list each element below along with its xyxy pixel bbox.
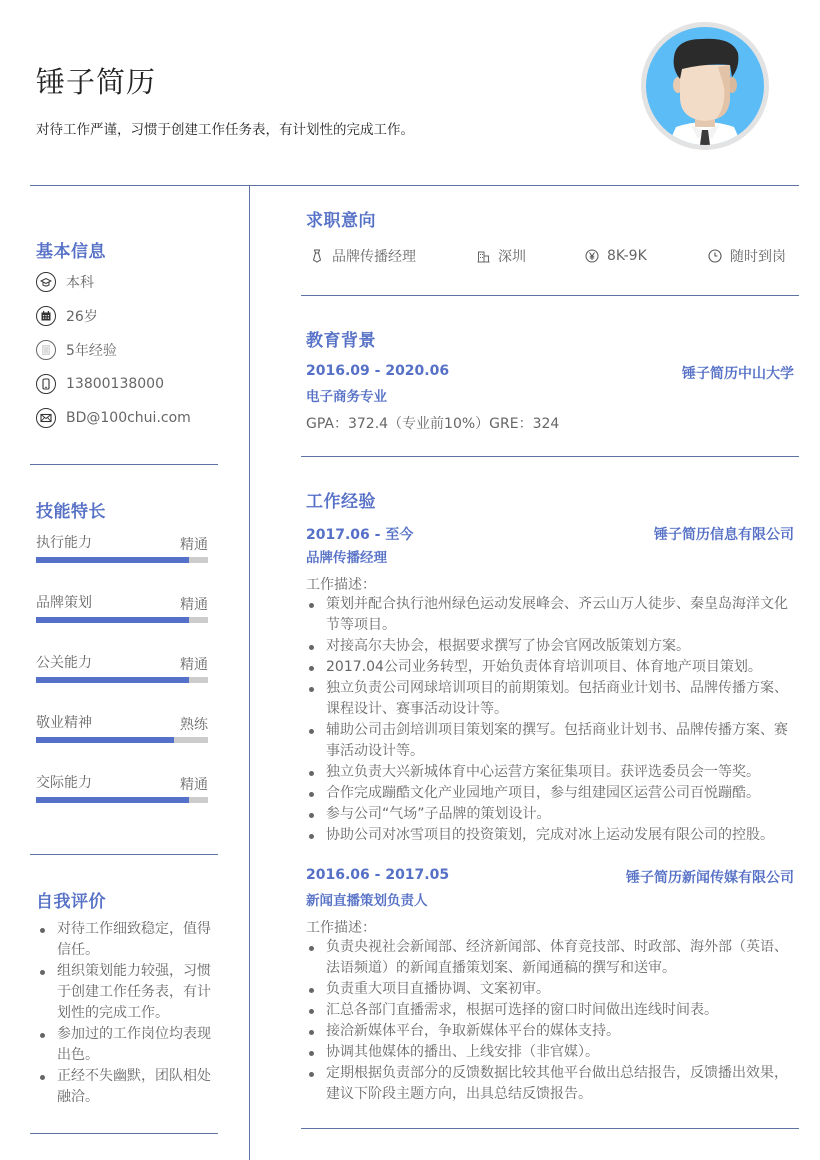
info-education [36,271,94,293]
job-desc-label: 工作描述： [306,920,376,936]
avatar-person-icon [646,27,764,145]
info-email-text: BD@100chui.com [66,410,191,426]
calendar-icon [36,306,56,326]
sidebar-divider [30,854,218,855]
work-title: 工作经验 [306,492,376,512]
education-school: 锤子简历中山大学 [682,366,794,382]
header-divider [30,185,799,186]
list-item: 参加过的工作岗位均表现出色。 [36,1024,216,1066]
job-period: 2016.06 - 2017.05 [306,867,450,883]
list-item: 策划并配合执行池州绿色运动发展峰会、齐云山万人徒步、秦皇岛海洋文化节等项目。 [306,594,796,636]
info-phone-text: 13800138000 [66,376,164,392]
education-title: 教育背景 [306,331,376,351]
skill-item [36,652,208,674]
list-item: 2017.04公司业务转型，开始负责体育培训项目、体育地产项目策划。 [306,657,796,678]
skill-name: 交际能力 [36,775,92,791]
info-experience [36,339,117,361]
skill-name: 公关能力 [36,655,92,671]
avatar [641,22,769,150]
skill-name: 品牌策划 [36,595,92,611]
skill-item [36,712,208,734]
education-detail: GPA：372.4（专业前10%）GRE：324 [306,416,560,432]
mail-icon [36,408,56,428]
job-duties-list [306,937,796,1105]
job-company: 锤子简历新闻传媒有限公司 [626,870,794,886]
list-item: 负责央视社会新闻部、经济新闻部、体育竞技部、时政部、海外部（英语、法语频道）的新闻直播策划案、新闻通稿的撰写和送审。 [306,937,796,979]
intent-salary [585,246,647,266]
skill-item [36,532,208,554]
yen-icon [585,249,599,263]
info-education-text: 本科 [66,275,94,291]
skill-item [36,772,208,794]
main-divider [301,456,799,457]
list-item: 合作完成蹦酷文化产业园地产项目，参与组建园区运营公司百悦蹦酷。 [306,783,796,804]
tie-icon [310,249,324,263]
job-position: 新闻直播策划负责人 [306,893,428,909]
info-age-text: 26岁 [66,309,98,325]
skill-name: 敬业精神 [36,715,92,731]
education-period: 2016.09 - 2020.06 [306,363,450,379]
list-item: 独立负责公司网球培训项目的前期策划。包括商业计划书、品牌传播方案、课程设计、赛事活动设计等。 [306,678,796,720]
list-item: 独立负责大兴新城体育中心运营方案征集项目。获评选委员会一等奖。 [306,762,796,783]
skill-bar [36,737,208,743]
skill-bar [36,617,208,623]
resume-name: 锤子简历 [36,65,157,99]
list-item: 接洽新媒体平台，争取新媒体平台的媒体支持。 [306,1021,796,1042]
skill-level: 熟练 [180,717,208,733]
list-item: 辅助公司击剑培训项目策划案的撰写。包括商业计划书、品牌传播方案、赛事活动设计等。 [306,720,796,762]
main-divider [301,1128,799,1129]
job-company: 锤子简历信息有限公司 [654,527,794,543]
building-icon [476,249,490,263]
list-item: 协调其他媒体的播出、上线安排（非官媒）。 [306,1042,796,1063]
clock-icon [708,249,722,263]
graduation-cap-icon [36,272,56,292]
skill-item [36,592,208,614]
notebook-icon [36,340,56,360]
skill-level: 精通 [180,657,208,673]
intent-availability [708,246,786,266]
skill-level: 精通 [180,597,208,613]
skill-bar [36,557,208,563]
skill-bar-fill [36,737,174,743]
skill-level: 精通 [180,537,208,553]
resume-motto: 对待工作严谨，习惯于创建工作任务表，有计划性的完成工作。 [36,122,414,138]
list-item: 协助公司对冰雪项目的投资策划，完成对冰上运动发展有限公司的控股。 [306,825,796,846]
list-item: 对待工作细致稳定，值得信任。 [36,919,216,961]
sidebar-divider [30,464,218,465]
self-eval-title: 自我评价 [36,892,106,912]
skill-bar-fill [36,677,189,683]
list-item: 正经不失幽默，团队相处融洽。 [36,1066,216,1108]
sidebar-divider [30,1133,218,1134]
skill-bar [36,797,208,803]
list-item: 参与公司“气场”子品牌的策划设计。 [306,804,796,825]
intent-city [476,246,526,266]
skill-bar-fill [36,797,189,803]
column-divider [249,185,250,1160]
education-major: 电子商务专业 [306,389,387,405]
intent-city-text: 深圳 [498,249,526,265]
info-email [36,407,191,429]
job-position: 品牌传播经理 [306,550,387,566]
list-item: 汇总各部门直播需求，根据可选择的窗口时间做出连线时间表。 [306,1000,796,1021]
list-item: 负责重大项目直播协调、文案初审。 [306,979,796,1000]
intent-salary-text: 8K-9K [607,248,647,264]
job-duties-list [306,594,796,846]
intent-availability-text: 随时到岗 [730,249,786,265]
skill-level: 精通 [180,777,208,793]
basic-info-title: 基本信息 [36,242,106,262]
list-item: 组织策划能力较强，习惯于创建工作任务表，有计划性的完成工作。 [36,961,216,1024]
job-desc-label: 工作描述： [306,577,376,593]
skill-name: 执行能力 [36,535,92,551]
job-intent-title: 求职意向 [306,211,376,231]
phone-icon [36,374,56,394]
list-item: 对接高尔夫协会，根据要求撰写了协会官网改版策划方案。 [306,636,796,657]
info-phone [36,373,164,395]
skill-bar-fill [36,617,189,623]
self-eval-list [36,919,216,1108]
skills-title: 技能特长 [36,502,106,522]
main-divider [301,295,799,296]
info-experience-text: 5年经验 [66,343,117,359]
info-age [36,305,98,327]
skill-bar [36,677,208,683]
intent-position-text: 品牌传播经理 [332,249,416,265]
skill-bar-fill [36,557,189,563]
list-item: 定期根据负责部分的反馈数据比较其他平台做出总结报告，反馈播出效果，建议下阶段主题方向，出具总结反馈报告。 [306,1063,796,1105]
job-period: 2017.06 - 至今 [306,527,414,543]
intent-position [310,246,416,266]
